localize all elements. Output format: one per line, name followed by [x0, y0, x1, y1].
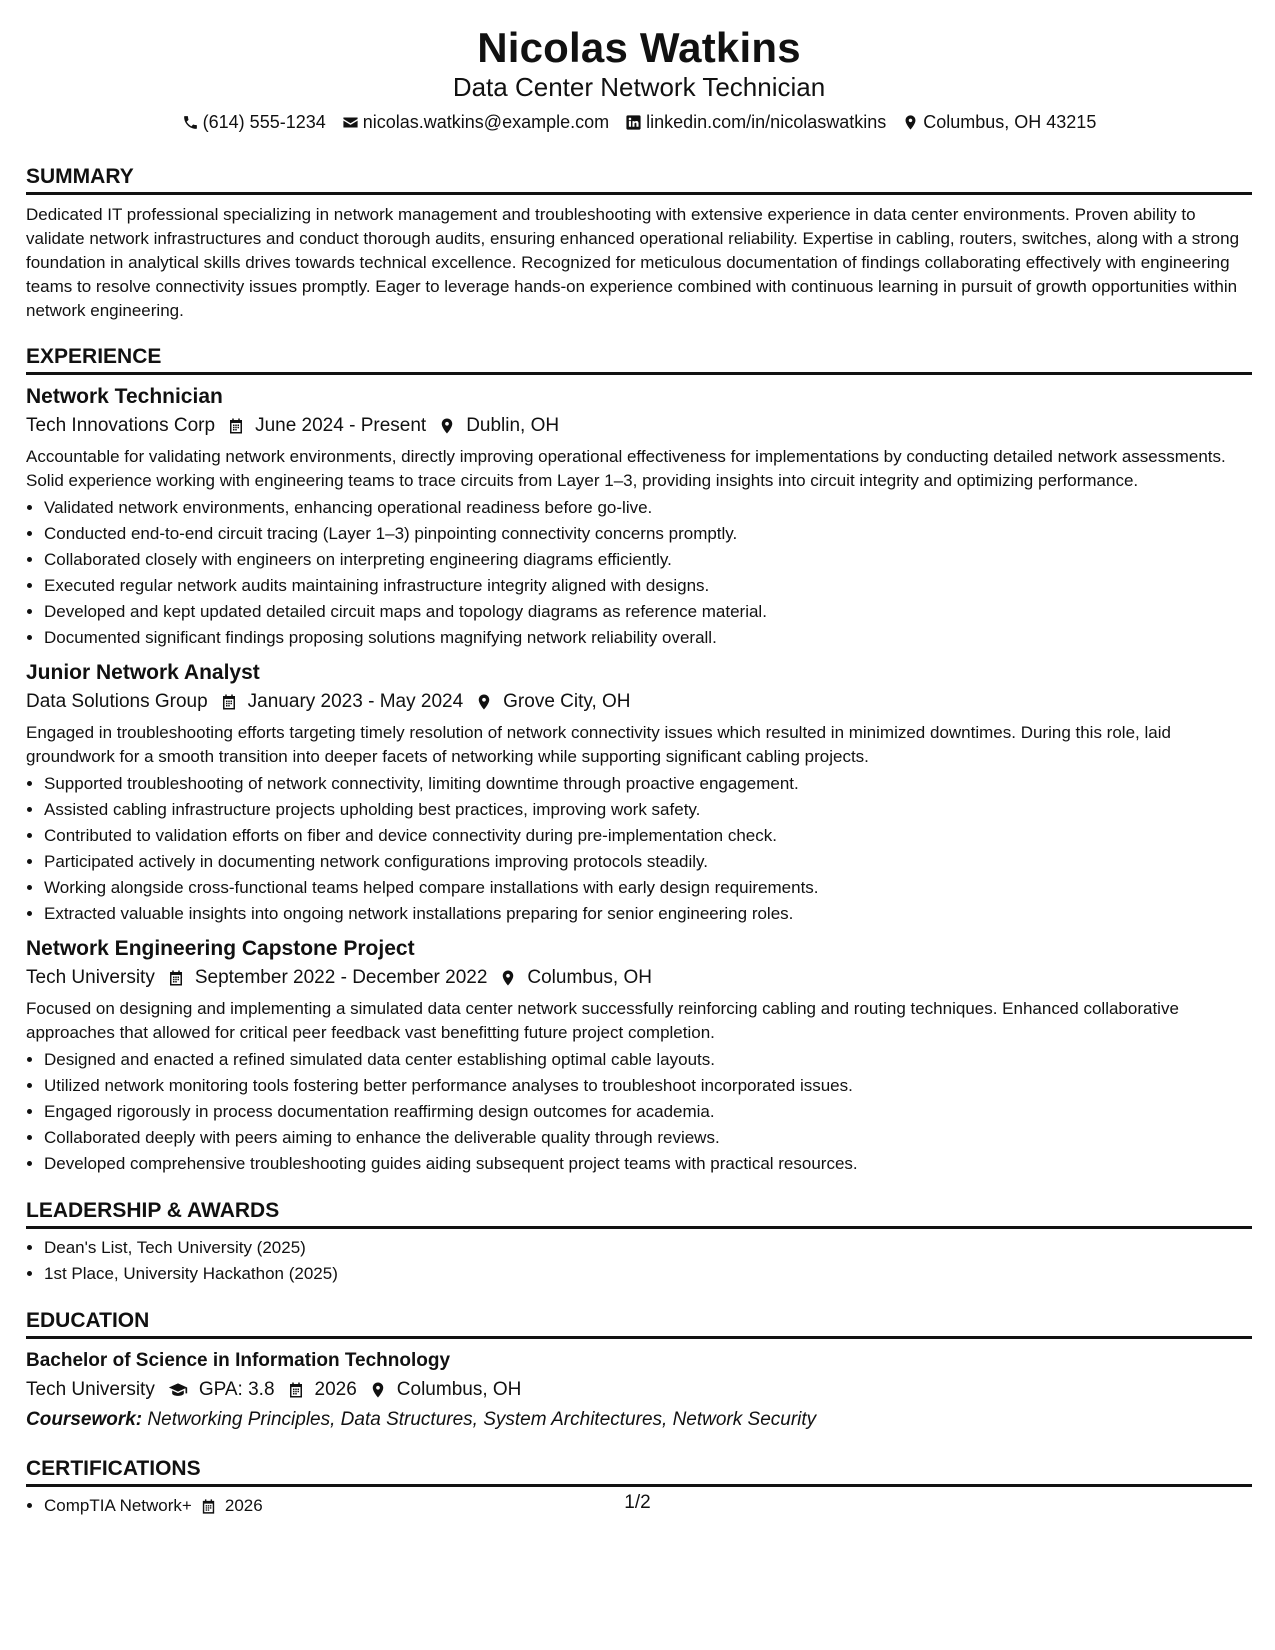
- job-location: Dublin, OH: [466, 415, 560, 436]
- education-location: Columbus, OH: [396, 1379, 522, 1400]
- job-bullet: • Participated actively in documenting network configurations improving protocols steadily.: [44, 849, 1252, 875]
- map-pin-icon: [369, 1381, 387, 1399]
- certification-year: 2026: [224, 1496, 263, 1515]
- job-title: Network Technician: [26, 385, 223, 408]
- coursework-text: Networking Principles, Data Structures, System Architectures, Network Security: [147, 1409, 817, 1430]
- summary-heading: SUMMARY: [26, 163, 1252, 195]
- job-company: Tech University: [26, 967, 155, 988]
- location-text: Columbus, OH 43215: [923, 112, 1097, 132]
- page-number: 1/2: [624, 1492, 651, 1513]
- job-bullet-list: [26, 495, 1252, 651]
- job-meta: [26, 411, 1252, 441]
- job-bullet: • Engaged rigorously in process documentation reaffirming design outcomes for academia.: [44, 1099, 1252, 1125]
- job-location: Grove City, OH: [503, 691, 631, 712]
- job-bullet: • Designed and enacted a refined simulated data center establishing optimal cable layouts.: [44, 1047, 1252, 1073]
- summary-text: Dedicated IT professional specializing in network management and troubleshooting with extensive experience in data center environments. Proven ability to validate network infrastructures and conduct thorough audits, ensuring enhanced operational reliability. Expertise in cabling, routers, switches, along with a strong foundation in analytical skills drives towards technical excellence. Recognized for meticulous documentation of findings collaborating effectively with engineering teams to resolve connectivity issues promptly. Eager to leverage hands-on experience combined with continuous learning in pursuit of growth opportunities within network engineering.: [26, 205, 1240, 320]
- job-bullet: • Validated network environments, enhancing operational readiness before go-live.: [44, 495, 1252, 521]
- job-description: Focused on designing and implementing a simulated data center network successfully reinforcing cabling and routing techniques. Enhanced collaborative approaches that allowed for critical peer feedback vast benefitting future project completion.: [26, 999, 1179, 1042]
- contact-linkedin[interactable]: [625, 112, 886, 133]
- job-dates: June 2024 - Present: [255, 415, 427, 436]
- calendar-icon: [167, 969, 185, 987]
- phone-text: (614) 555-1234: [202, 112, 326, 132]
- resume-header: [26, 0, 1252, 133]
- job-entry: [26, 935, 1252, 1177]
- job-location: Columbus, OH: [527, 967, 652, 988]
- certifications-heading: CERTIFICATIONS: [26, 1455, 1252, 1487]
- contact-location: [902, 112, 1096, 133]
- education-heading: EDUCATION: [26, 1307, 1252, 1339]
- job-bullet: • Collaborated closely with engineers on interpreting engineering diagrams efficiently.: [44, 547, 1252, 573]
- job-bullet: • Conducted end-to-end circuit tracing (Layer 1–3) pinpointing connectivity concerns promptly.: [44, 521, 1252, 547]
- job-title: Junior Network Analyst: [26, 661, 260, 684]
- job-title: Network Engineering Capstone Project: [26, 937, 415, 960]
- summary-section: [26, 163, 1252, 323]
- job-bullet: • Assisted cabling infrastructure projects upholding best practices, improving work safety.: [44, 797, 1252, 823]
- job-list: [26, 383, 1252, 1177]
- job-meta: [26, 687, 1252, 717]
- job-bullet-list: [26, 1047, 1252, 1177]
- experience-heading: EXPERIENCE: [26, 343, 1252, 375]
- job-bullet: • Executed regular network audits maintaining infrastructure integrity aligned with designs.: [44, 573, 1252, 599]
- education-school: Tech University: [26, 1379, 155, 1400]
- calendar-icon: [287, 1381, 305, 1399]
- map-pin-icon: [499, 969, 517, 987]
- candidate-title: Data Center Network Technician: [452, 72, 826, 102]
- map-pin-icon: [438, 417, 456, 435]
- coursework-label: Coursework:: [26, 1409, 143, 1430]
- job-bullet: • Working alongside cross-functional teams helped compare installations with early design requirements.: [44, 875, 1252, 901]
- job-company: Data Solutions Group: [26, 691, 208, 712]
- graduation-cap-icon: [167, 1380, 189, 1400]
- contact-email[interactable]: [342, 112, 609, 133]
- email-text: nicolas.watkins@example.com: [362, 112, 610, 132]
- certification-name: • CompTIA Network+: [44, 1496, 192, 1515]
- job-bullet-list: [26, 771, 1252, 927]
- calendar-icon: [227, 417, 245, 435]
- education-section: [26, 1307, 1252, 1435]
- job-bullet: • Developed and kept updated detailed circuit maps and topology diagrams as reference material.: [44, 599, 1252, 625]
- map-pin-icon: [902, 114, 919, 131]
- awards-section: [26, 1197, 1252, 1287]
- education-meta: [26, 1375, 1252, 1405]
- education-gpa: GPA: 3.8: [198, 1379, 275, 1400]
- contact-bar: [26, 112, 1252, 133]
- job-description: Engaged in troubleshooting efforts targeting timely resolution of network connectivity issues which resulted in minimized downtimes. During this role, laid groundwork for a smooth transition into deeper facets of networking while supporting significant cabling projects.: [26, 723, 1171, 766]
- envelope-icon: [342, 114, 359, 131]
- job-bullet: • Collaborated deeply with peers aiming to enhance the deliverable quality through reviews.: [44, 1125, 1252, 1151]
- job-bullet: • Supported troubleshooting of network connectivity, limiting downtime through proactive engagement.: [44, 771, 1252, 797]
- calendar-icon: [220, 693, 238, 711]
- job-meta: [26, 963, 1252, 993]
- contact-phone[interactable]: [182, 112, 326, 133]
- job-bullet: • Developed comprehensive troubleshooting guides aiding subsequent project teams with practical resources.: [44, 1151, 1252, 1177]
- education-entry: [26, 1347, 1252, 1435]
- job-description: Accountable for validating network environments, directly improving operational effectiveness for implementations by conducting detailed network assessments. Solid experience working with engineering teams to trace circuits from Layer 1–3, providing insights into circuit integrity and optimizing performance.: [26, 447, 1226, 490]
- awards-list: [26, 1235, 1252, 1287]
- job-bullet: • Utilized network monitoring tools fostering better performance analyses to troubleshoot incorporated issues.: [44, 1073, 1252, 1099]
- job-company: Tech Innovations Corp: [26, 415, 216, 436]
- job-entry: [26, 383, 1252, 651]
- phone-icon: [182, 114, 199, 131]
- experience-section: [26, 343, 1252, 1177]
- award-item: • Dean's List, Tech University (2025): [44, 1235, 1252, 1261]
- job-entry: [26, 659, 1252, 927]
- job-bullet: • Documented significant findings proposing solutions magnifying network reliability overall.: [44, 625, 1252, 651]
- job-dates: September 2022 - December 2022: [194, 967, 488, 988]
- job-bullet: • Extracted valuable insights into ongoing network installations preparing for senior engineering roles.: [44, 901, 1252, 927]
- candidate-name: Nicolas Watkins: [477, 24, 801, 71]
- job-dates: January 2023 - May 2024: [247, 691, 464, 712]
- award-item: • 1st Place, University Hackathon (2025): [44, 1261, 1252, 1287]
- linkedin-icon: [625, 114, 642, 131]
- coursework-line: [26, 1405, 1252, 1435]
- job-bullet: • Contributed to validation efforts on fiber and device connectivity during pre-implementation check.: [44, 823, 1252, 849]
- map-pin-icon: [475, 693, 493, 711]
- education-year: 2026: [314, 1379, 357, 1400]
- resume-page: [26, 0, 1252, 1519]
- degree-title: Bachelor of Science in Information Technology: [26, 1350, 451, 1371]
- awards-heading: LEADERSHIP & AWARDS: [26, 1197, 1252, 1229]
- linkedin-text: linkedin.com/in/nicolaswatkins: [646, 112, 887, 132]
